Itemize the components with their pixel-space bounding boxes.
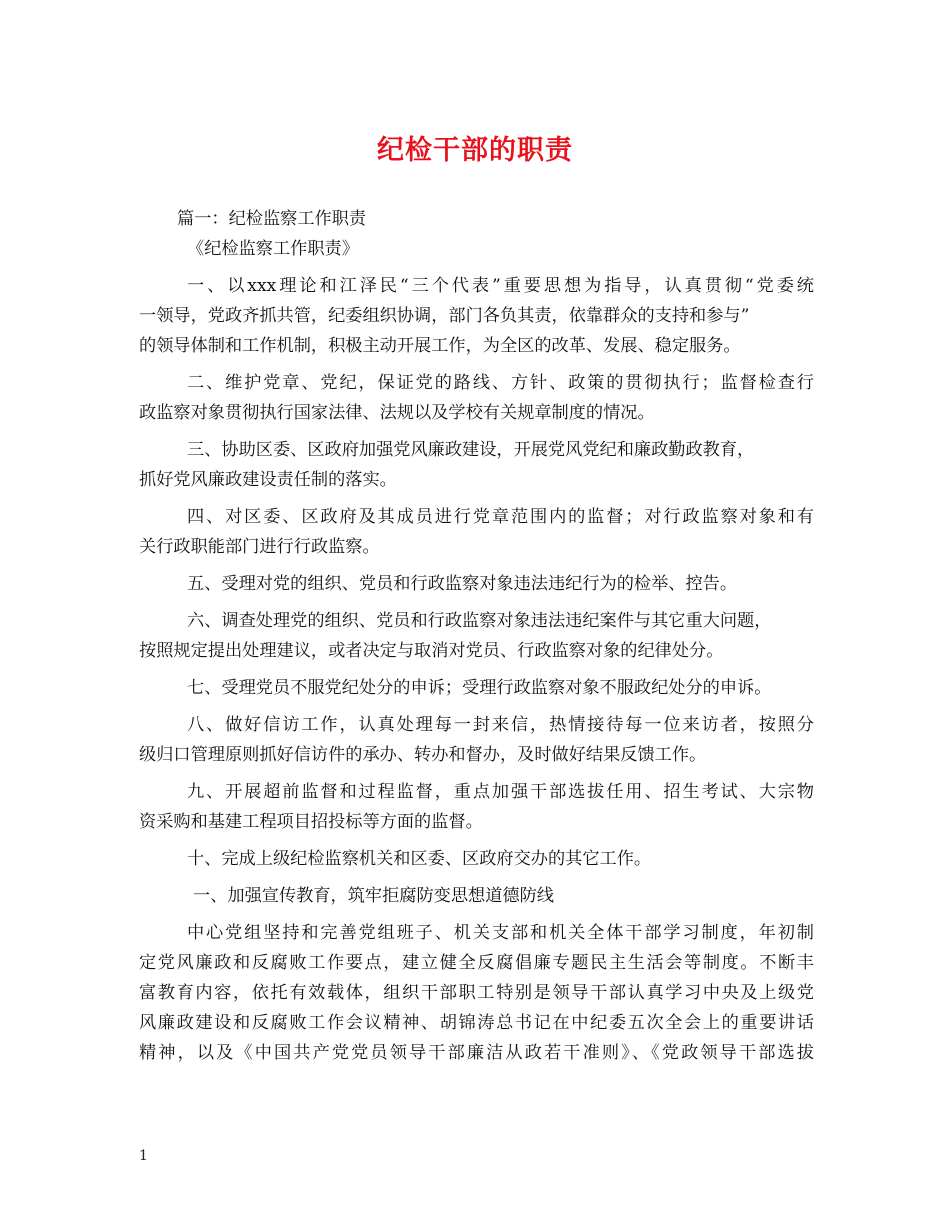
paragraph-line: 精神，以及《中国共产党党员领导干部廉洁从政若干准则》、《党政领导干部选拔: [139, 1043, 814, 1063]
document-body: [139, 204, 814, 1068]
section-heading: 篇一：纪检监察工作职责: [177, 209, 367, 229]
paragraph-line: 的领导体制和工作机制，积极主动开展工作，为全区的改革、发展、稳定服务。: [139, 336, 741, 356]
page-number: 1: [139, 1148, 148, 1164]
paragraph-line: 五、受理对党的组织、党员和行政监察对象违法违纪行为的检举、控告。: [187, 574, 738, 594]
section-heading: 一、加强宣传教育，筑牢拒腐防变思想道德防线: [193, 886, 554, 906]
paragraph-line: 抓好党风廉政建设责任制的落实。: [139, 470, 397, 490]
paragraph-line: 中心党组坚持和完善党组班子、机关支部和机关全体干部学习制度，年初制: [187, 923, 814, 943]
paragraph-line: 风廉政建设和反腐败工作会议精神、胡锦涛总书记在中纪委五次全会上的重要讲话: [139, 1013, 814, 1033]
paragraph-line: 政监察对象贯彻执行国家法律、法规以及学校有关规章制度的情况。: [139, 403, 655, 423]
paragraph-line: 按照规定提出处理建议，或者决定与取消对党员、行政监察对象的纪律处分。: [139, 641, 724, 661]
paragraph-line: 资采购和基建工程项目招投标等方面的监督。: [139, 812, 483, 832]
paragraph-line: 四、对区委、区政府及其成员进行党章范围内的监督；对行政监察对象和有: [187, 507, 814, 527]
paragraph-line: 一、以xxx理论和江泽民“三个代表”重要思想为指导，认真贯彻“党委统: [187, 276, 814, 296]
paragraph-line: 九、开展超前监督和过程监督，重点加强干部选拔任用、招生考试、大宗物: [187, 782, 814, 802]
paragraph-line: 富教育内容，依托有效载体，组织干部职工特别是领导干部认真学习中央及上级党: [139, 983, 814, 1003]
paragraph-line: 二、维护党章、党纪，保证党的路线、方针、政策的贯彻执行；监督检查行: [187, 373, 814, 393]
paragraph-line: 定党风廉政和反腐败工作要点，建立健全反腐倡廉专题民主生活会等制度。不断丰: [139, 953, 814, 973]
document-title: 纪检干部的职责: [377, 135, 573, 166]
paragraph-line: 八、做好信访工作，认真处理每一封来信，热情接待每一位来访者，按照分: [187, 715, 814, 735]
paragraph-line: 一领导，党政齐抓共管，纪委组织协调，部门各负其责，依靠群众的支持和参与”: [139, 306, 750, 326]
paragraph-line: 三、协助区委、区政府加强党风廉政建设，开展党风党纪和廉政勤政教育，: [187, 440, 755, 460]
paragraph-line: 级归口管理原则抓好信访件的承办、转办和督办，及时做好结果反馈工作。: [139, 745, 707, 765]
paragraph-line: 关行政职能部门进行行政监察。: [139, 537, 380, 557]
subsection-title: 《纪检监察工作职责》: [187, 239, 359, 259]
paragraph-line: 七、受理党员不服党纪处分的申诉；受理行政监察对象不服政纪处分的申诉。: [187, 678, 772, 698]
paragraph-line: 六、调查处理党的组织、党员和行政监察对象违法违纪案件与其它重大问题，: [187, 611, 772, 631]
paragraph-line: 十、完成上级纪检监察机关和区委、区政府交办的其它工作。: [187, 849, 652, 869]
